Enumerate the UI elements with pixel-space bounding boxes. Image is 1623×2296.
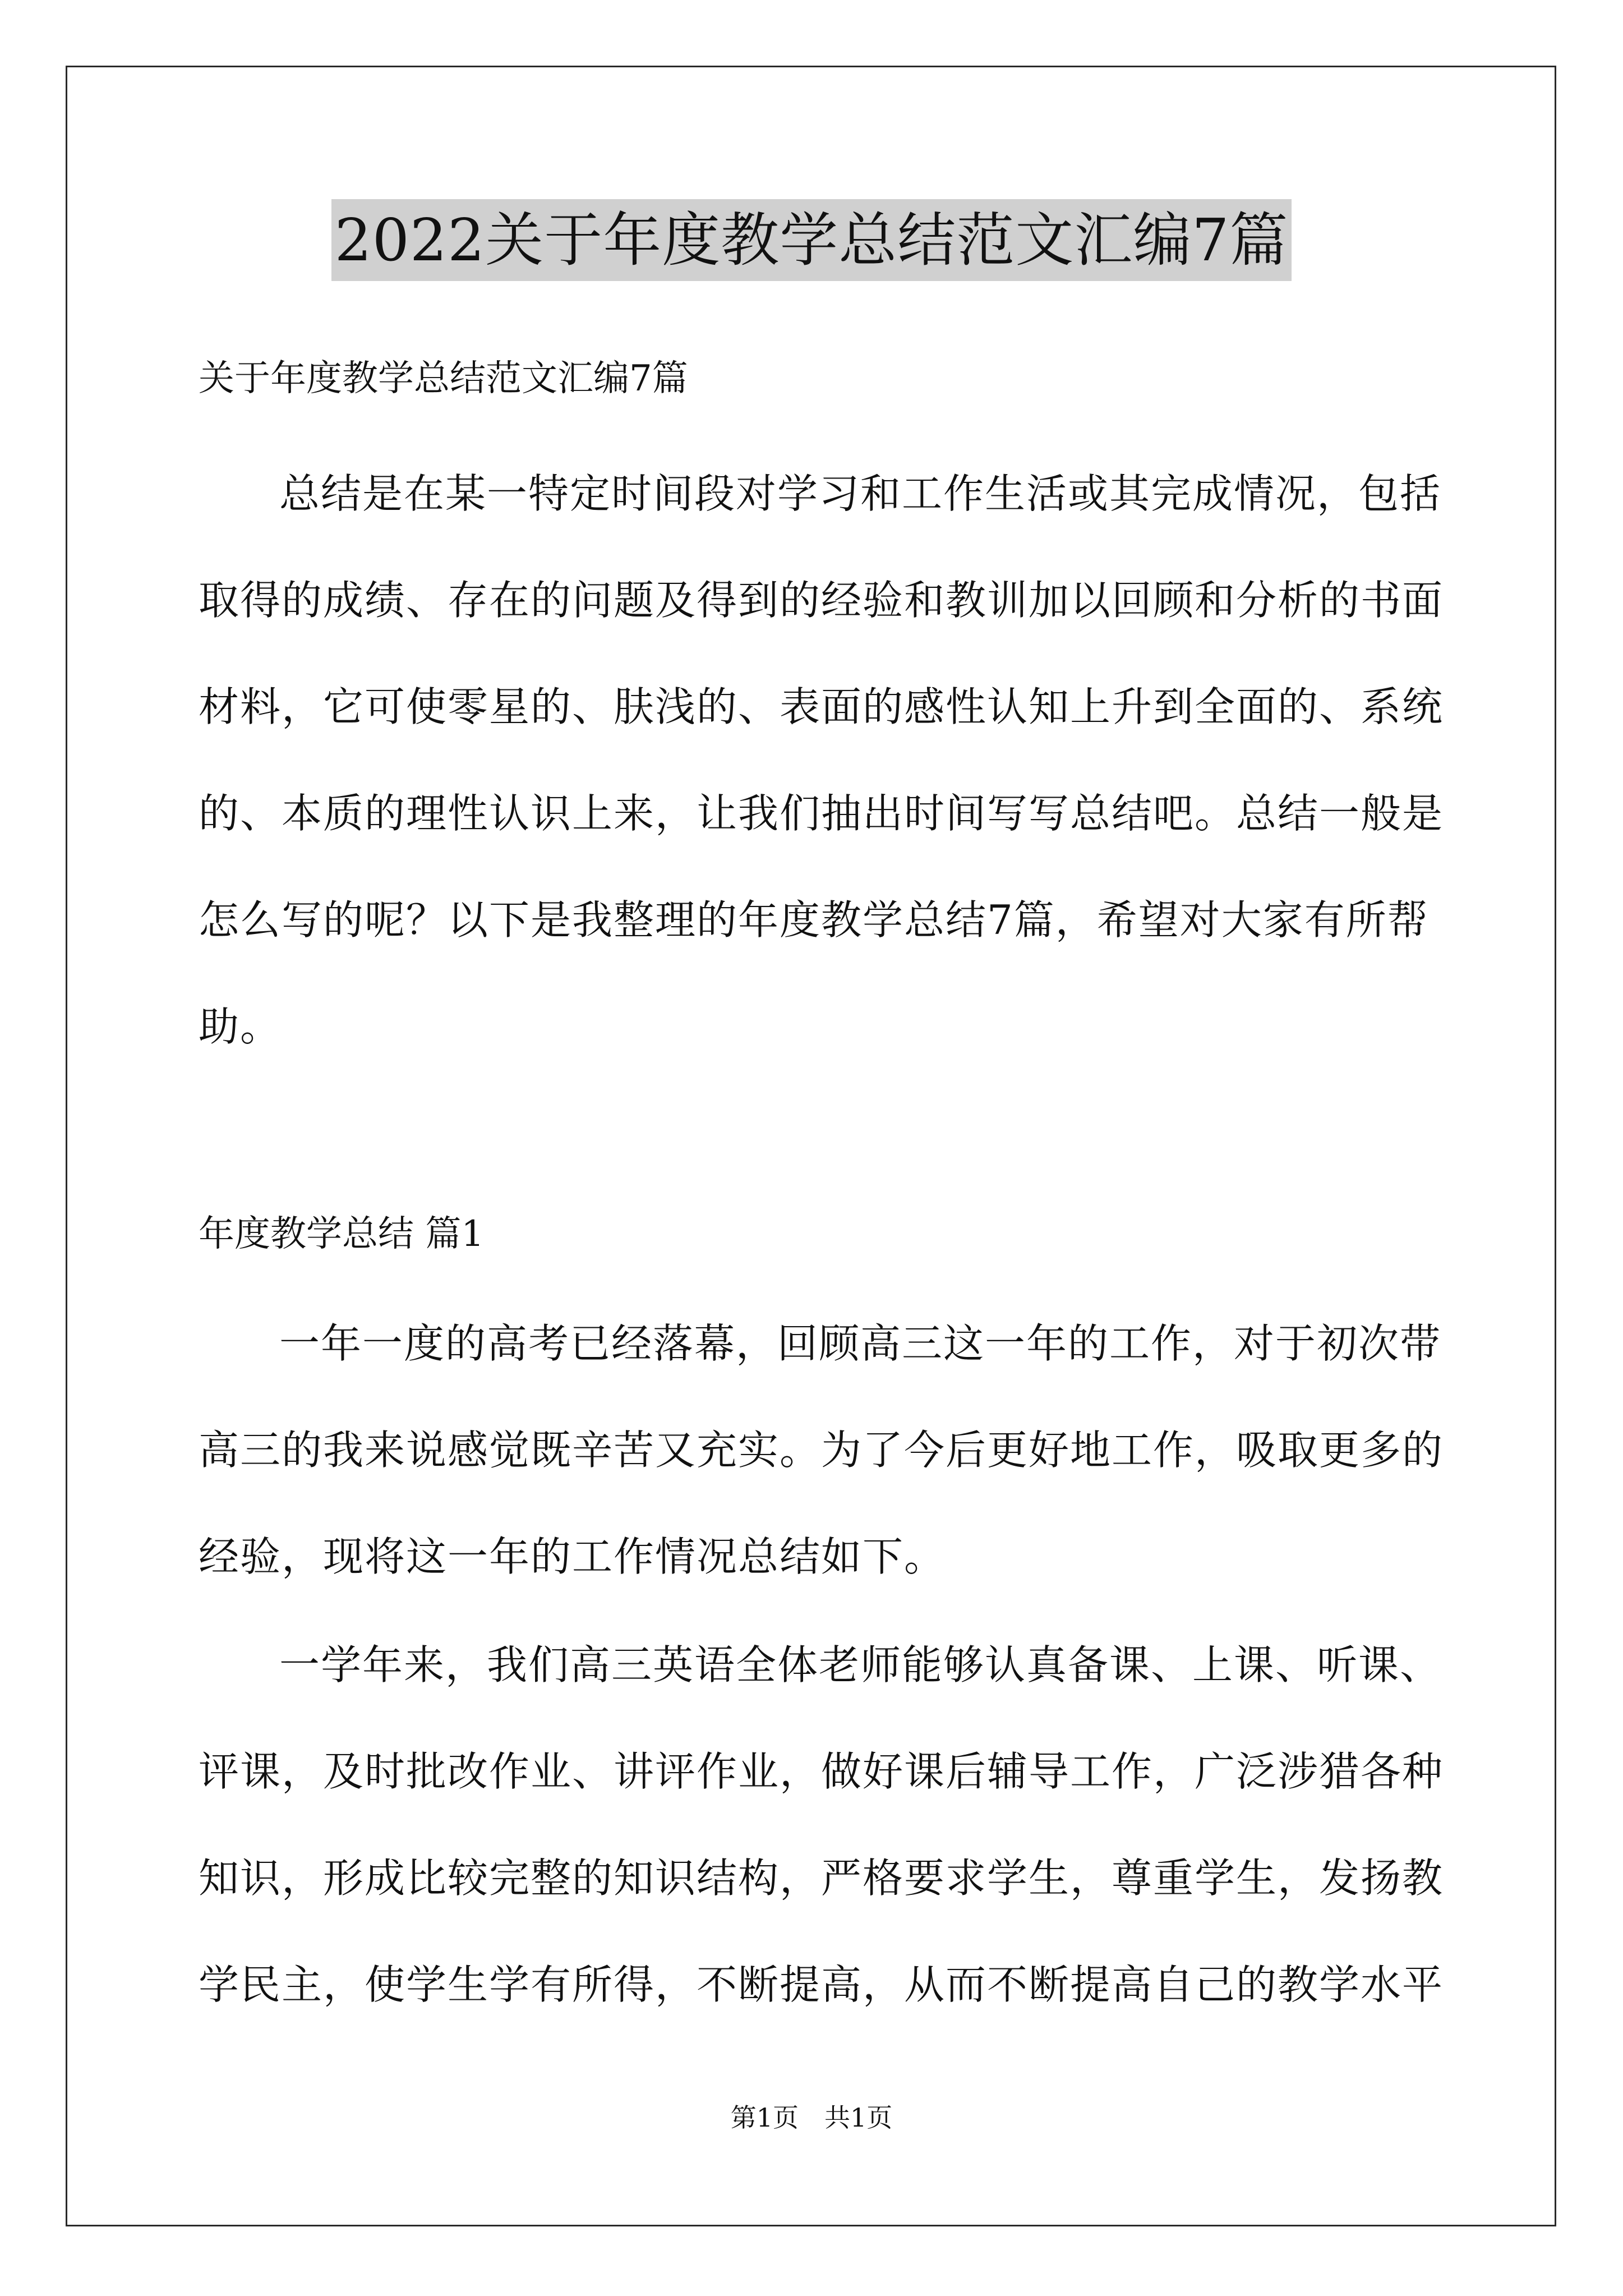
section-1-para-2-line-2: 评课，及时批改作业、讲评作业，做好课后辅导工作，广泛涉猎各种	[199, 1748, 1444, 1795]
section-1-heading: 年度教学总结 篇1	[199, 1213, 485, 1255]
section-1-para-1-line-1: 一年一度的高考已经落幕，回顾高三这一年的工作，对于初次带	[279, 1320, 1442, 1367]
intro-line-1: 总结是在某一特定时间段对学习和工作生活或其完成情况，包括	[279, 470, 1442, 517]
page-number-footer: 第1页 共1页	[730, 2102, 893, 2133]
document-title: 2022关于年度教学总结范文汇编7篇	[331, 199, 1292, 281]
section-1-para-1-line-2: 高三的我来说感觉既辛苦又充实。为了今后更好地工作，吸取更多的	[199, 1427, 1444, 1474]
intro-line-2: 取得的成绩、存在的问题及得到的经验和教训加以回顾和分析的书面	[199, 577, 1444, 624]
title-container	[0, 199, 1623, 281]
intro-line-3: 材料，它可使零星的、肤浅的、表面的感性认知上升到全面的、系统	[199, 683, 1444, 730]
section-1-para-2-line-4: 学民主，使学生学有所得，不断提高，从而不断提高自己的教学水平	[199, 1961, 1444, 2008]
intro-line-5: 怎么写的呢？以下是我整理的年度教学总结7篇，希望对大家有所帮	[199, 896, 1429, 944]
document-subtitle: 关于年度教学总结范文汇编7篇	[199, 358, 688, 399]
section-1-para-2-line-1: 一学年来，我们高三英语全体老师能够认真备课、上课、听课、	[279, 1641, 1442, 1688]
section-1-para-1-line-3: 经验，现将这一年的工作情况总结如下。	[199, 1533, 946, 1580]
intro-line-4: 的、本质的理性认识上来，让我们抽出时间写写总结吧。总结一般是	[199, 790, 1444, 837]
section-1-para-2-line-3: 知识，形成比较完整的知识结构，严格要求学生，尊重学生，发扬教	[199, 1855, 1444, 1902]
intro-line-6: 助。	[199, 1003, 282, 1050]
